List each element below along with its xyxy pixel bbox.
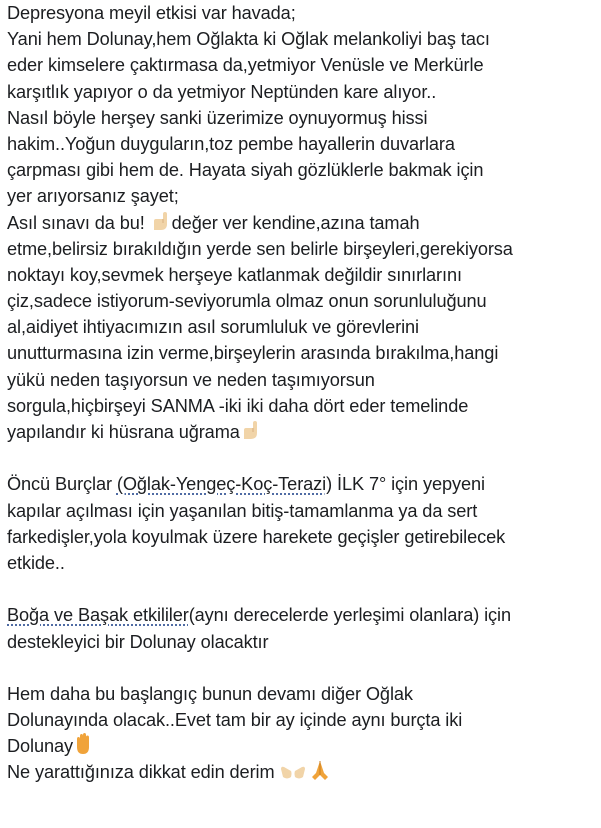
open-hands-icon bbox=[279, 761, 307, 788]
post-line: yükü neden taşıyorsun ve neden taşımıyorsun bbox=[7, 369, 375, 390]
post-line bbox=[7, 419, 597, 445]
post-line: noktayı koy,sevmek herşeye katlanmak değildir sınırlarını bbox=[7, 264, 462, 285]
post-text: Asıl sınavı da bu! bbox=[7, 212, 150, 233]
paragraph-gap bbox=[7, 655, 597, 681]
post-line: unutturmasına izin verme,birşeylerin arasında bırakılma,hangi bbox=[7, 343, 499, 364]
hand-pointing-icon bbox=[240, 421, 262, 448]
post-line bbox=[7, 471, 597, 497]
post-line: eder kimselere çaktırmasa da,yetmiyor Venüsle ve Merkürle bbox=[7, 55, 484, 76]
post-line bbox=[7, 210, 597, 236]
post-text: yapılandır ki hüsrana uğrama bbox=[7, 422, 240, 442]
post-line: yer arıyorsanız şayet; bbox=[7, 186, 179, 207]
post-line: çarpması gibi hem de. Hayata siyah gözlüklerle bakmak için bbox=[7, 160, 484, 181]
post-line: etme,belirsiz bırakıldığın yerde sen belirle birşeyleri,gerekiyorsa bbox=[7, 238, 513, 259]
post-text: Ne yarattığınıza dikkat edin derim bbox=[7, 762, 280, 783]
post-line: kapılar açılması için yaşanılan bitiş-tamamlanma ya da sert bbox=[7, 500, 478, 521]
post-text: değer ver kendine,azına tamah bbox=[171, 212, 420, 233]
post-line: etkide.. bbox=[7, 552, 65, 573]
post-line: karşıtlık yapıyor o da yetmiyor Neptünden kare alıyor.. bbox=[7, 81, 437, 102]
paragraph-gap bbox=[7, 445, 597, 471]
post-line: Nasıl böyle herşey sanki üzerimize oynuyormuş hissi bbox=[7, 107, 428, 128]
folded-hands-icon bbox=[307, 759, 333, 788]
post-text: (aynı derecelerde yerleşimi olanlara) için bbox=[188, 605, 512, 626]
post-line: Dolunayında olacak..Evet tam bir ay içinde aynı burçta iki bbox=[7, 710, 463, 731]
hand-pointing-icon bbox=[150, 212, 172, 239]
post-line: al,aidiyet ihtiyacımızın asıl sorumluluk ve görevlerini bbox=[7, 317, 419, 338]
paragraph-gap bbox=[7, 576, 597, 602]
post-line: Depresyona meyil etkisi var havada; bbox=[7, 3, 296, 23]
post-line: sorgula,hiçbirşeyi SANMA -iki iki daha dört eder temelinde bbox=[7, 395, 469, 416]
post-line bbox=[7, 759, 597, 785]
post-text: Öncü Burçlar bbox=[7, 474, 117, 495]
post-line: Yani hem Dolunay,hem Oğlakta ki Oğlak melankoliyi baş tacı bbox=[7, 29, 490, 50]
post-line bbox=[7, 602, 597, 628]
hashtag-link[interactable]: Boğa ve Başak etkililer bbox=[7, 605, 189, 626]
post-line: Hem daha bu başlangıç bunun devamı diğer Oğlak bbox=[7, 683, 413, 704]
raised-hand-icon bbox=[73, 733, 93, 762]
post-line: hakim..Yoğun duyguların,toz pembe hayallerin duvarlara bbox=[7, 133, 455, 154]
post-text: İLK 7° için yepyeni bbox=[332, 474, 485, 495]
hashtag-link[interactable]: (Oğlak-Yengeç-Koç-Terazi) bbox=[116, 474, 333, 495]
post-line: farkedişler,yola koyulmak üzere harekete geçişler getirebilecek bbox=[7, 526, 506, 547]
post-line bbox=[7, 733, 597, 759]
post-line: destekleyici bir Dolunay olacaktır bbox=[7, 631, 269, 652]
post-text: Dolunay bbox=[7, 736, 74, 757]
post-line: çiz,sadece istiyorum-seviyorumla olmaz onun sorunluluğunu bbox=[7, 291, 487, 312]
post-body bbox=[7, 0, 597, 786]
